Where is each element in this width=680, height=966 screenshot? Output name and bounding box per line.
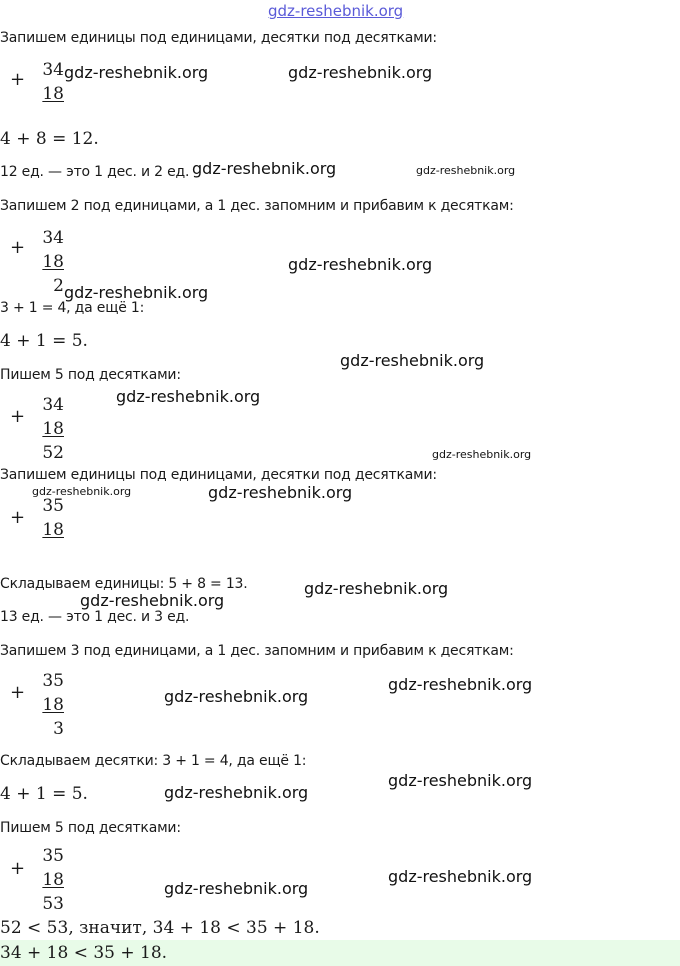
watermark-text: gdz-reshebnik.org [432,448,532,461]
sum-result: 52 [42,443,64,463]
column-addition-2 [40,226,64,298]
plus-sign: + [10,682,26,703]
sum-result: 53 [42,894,64,914]
instruction-text: Запишем 2 под единицами, а 1 дес. запомним и прибавим к десяткам: [0,198,514,214]
addend-2: 18 [42,419,64,439]
watermark-text: gdz-reshebnik.org [64,283,209,302]
addend-1: 34 [42,60,64,80]
addend-2: 18 [42,252,64,272]
text-line: 12 ед. — это 1 дес. и 2 ед. [0,164,190,180]
addend-1: 35 [42,846,64,866]
addend-1: 34 [42,395,64,415]
text-line: Пишем 5 под десятками: [0,820,181,836]
column-addition-1 [40,58,64,106]
answer-line: 34 + 18 < 35 + 18. [0,943,168,963]
plus-sign: + [10,406,26,427]
watermark-text: gdz-reshebnik.org [416,164,516,177]
math-line: 4 + 1 = 5. [0,784,88,804]
watermark-text: gdz-reshebnik.org [164,783,309,802]
instruction-text: Запишем 3 под единицами, а 1 дес. запомним и прибавим к десяткам: [0,643,514,659]
watermark-text: gdz-reshebnik.org [340,351,485,370]
watermark-text: gdz-reshebnik.org [32,485,132,498]
text-line: Складываем единицы: 5 + 8 = 13. [0,576,248,592]
watermark-text: gdz-reshebnik.org [388,867,533,886]
addend-1: 35 [42,671,64,691]
math-line: 4 + 1 = 5. [0,331,88,351]
text-line: Пишем 5 под десятками: [0,367,181,383]
instruction-text: Запишем единицы под единицами, десятки под десятками: [0,30,437,46]
addend-2: 18 [42,870,64,890]
plus-sign: + [10,507,26,528]
column-addition-5 [40,669,64,741]
addend-2: 18 [42,520,64,540]
watermark-text: gdz-reshebnik.org [388,675,533,694]
addend-2: 18 [42,84,64,104]
addend-1: 35 [42,496,64,516]
plus-sign: + [10,69,26,90]
plus-sign: + [10,237,26,258]
watermark-text: gdz-reshebnik.org [288,255,433,274]
column-addition-4 [40,494,64,542]
instruction-text: Запишем единицы под единицами, десятки под десятками: [0,467,437,483]
watermark-text: gdz-reshebnik.org [192,159,337,178]
text-line: 3 + 1 = 4, да ещё 1: [0,300,145,316]
watermark-text: gdz-reshebnik.org [64,63,209,82]
column-addition-6 [40,844,64,916]
conclusion-line: 52 < 53, значит, 34 + 18 < 35 + 18. [0,918,320,938]
watermark-text: gdz-reshebnik.org [164,879,309,898]
watermark-text: gdz-reshebnik.org [304,579,449,598]
watermark-text: gdz-reshebnik.org [80,591,225,610]
header-watermark-link[interactable]: gdz-reshebnik.org [268,2,404,20]
sum-result: 2 [53,276,64,296]
text-line: Складываем десятки: 3 + 1 = 4, да ещё 1: [0,753,307,769]
watermark-text: gdz-reshebnik.org [116,387,261,406]
watermark-text: gdz-reshebnik.org [164,687,309,706]
text-line: 13 ед. — это 1 дес. и 3 ед. [0,609,190,625]
sum-result: 3 [53,719,64,739]
addend-2: 18 [42,695,64,715]
watermark-text: gdz-reshebnik.org [388,771,533,790]
watermark-text: gdz-reshebnik.org [288,63,433,82]
plus-sign: + [10,858,26,879]
math-line: 4 + 8 = 12. [0,129,99,149]
addend-1: 34 [42,228,64,248]
column-addition-3 [40,393,64,465]
watermark-text: gdz-reshebnik.org [208,483,353,502]
